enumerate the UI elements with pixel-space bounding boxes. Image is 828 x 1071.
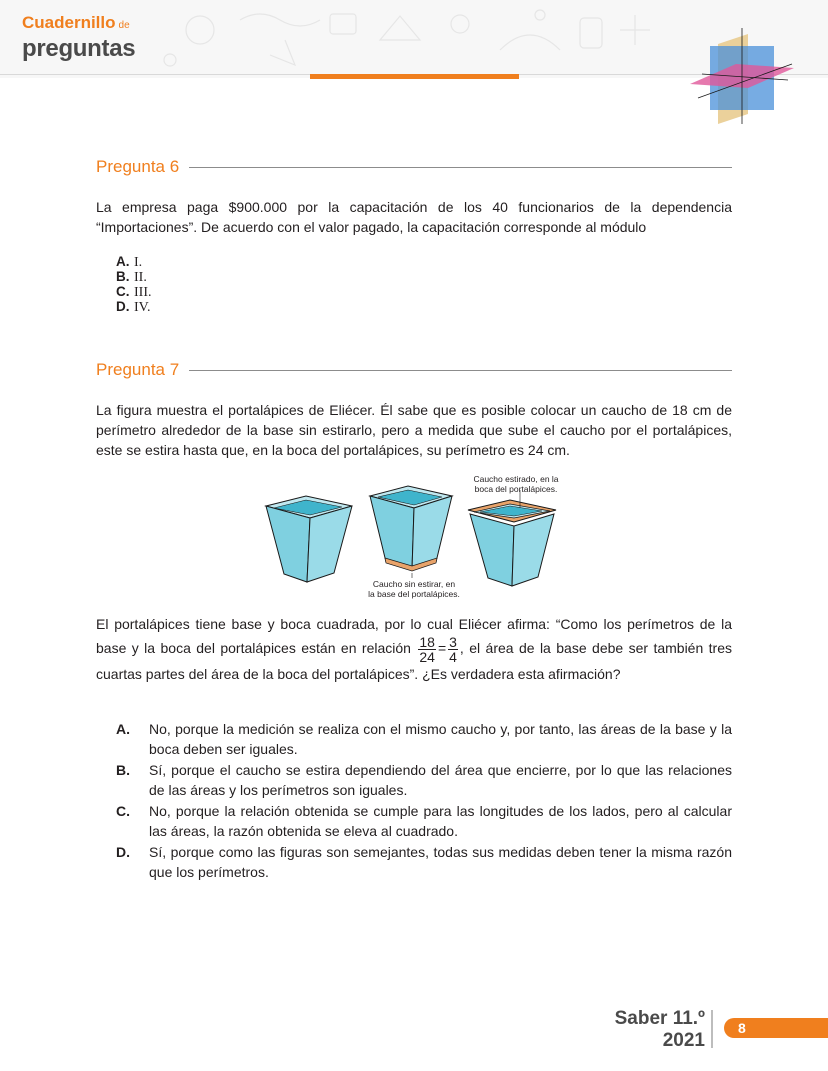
- fraction-numerator: 18: [419, 634, 435, 650]
- question-6-heading: [96, 156, 732, 178]
- option-text: Sí, porque como las figuras son semejantes, todas sus medidas deben tener la misma razón que los perímetros.: [149, 844, 732, 880]
- brand-subtitle: preguntas: [22, 35, 136, 62]
- question-7-title: Pregunta 7: [96, 359, 189, 381]
- page-number-tab: [724, 1018, 828, 1038]
- brand-title: Cuadernillo: [22, 13, 116, 32]
- option-text: III.: [134, 285, 152, 300]
- brand-de: de: [118, 20, 130, 31]
- footer-exam-label: [615, 1008, 705, 1052]
- option-c[interactable]: [116, 284, 152, 299]
- pencil-holder-3: [468, 500, 556, 586]
- caption-line: Caucho estirado, en la: [473, 474, 559, 484]
- option-d[interactable]: [116, 842, 732, 882]
- fraction-3-4: [448, 635, 458, 664]
- option-text: II.: [134, 270, 147, 285]
- option-d[interactable]: [116, 299, 152, 314]
- pencil-holder-2: [370, 486, 452, 571]
- option-text: I.: [134, 255, 143, 270]
- fraction-18-24: [418, 635, 436, 664]
- equals-sign: =: [437, 640, 447, 657]
- option-text: IV.: [134, 300, 151, 315]
- question-6-text: La empresa paga $900.000 por la capacitación de los 40 funcionarios de la dependencia “Importaciones”. De acuerdo con el valor pagado, la capacitación corresponde al módulo: [96, 199, 732, 235]
- brand-logo: [22, 14, 135, 62]
- option-a[interactable]: [116, 254, 152, 269]
- pencil-holder-1: [266, 496, 352, 582]
- option-c[interactable]: [116, 801, 732, 841]
- fraction-denominator: 24: [419, 649, 435, 665]
- option-letter: B.: [116, 762, 130, 778]
- heading-rule: [96, 370, 732, 371]
- question-7-options: [116, 719, 732, 883]
- question-6-title: Pregunta 6: [96, 156, 189, 178]
- option-letter: C.: [116, 803, 130, 819]
- option-a[interactable]: [116, 719, 732, 759]
- caption-stretched: [466, 474, 566, 494]
- question-6-options: [116, 254, 152, 314]
- fraction-numerator: 3: [449, 634, 457, 650]
- option-text: No, porque la medición se realiza con el mismo caucho y, por tanto, las áreas de la base y la boca deben ser iguales.: [149, 721, 732, 757]
- option-letter: A.: [116, 721, 130, 737]
- footer-separator: [711, 1010, 713, 1048]
- option-letter: B.: [116, 269, 130, 284]
- option-b[interactable]: [116, 760, 732, 800]
- footer-year: 2021: [662, 1030, 705, 1051]
- caption-line: boca del portalápices.: [474, 484, 558, 494]
- footer-saber: Saber 11.º: [614, 1008, 705, 1029]
- caption-line: la base del portalápices.: [368, 589, 460, 599]
- option-letter: D.: [116, 299, 130, 314]
- question-7-heading: [96, 359, 732, 381]
- page-number: 8: [738, 1020, 746, 1036]
- header-accent-bar: [310, 74, 519, 79]
- fraction-denominator: 4: [449, 649, 457, 665]
- caption-unstretched: [362, 579, 466, 599]
- option-letter: C.: [116, 284, 130, 299]
- axes-planes-icon: [688, 24, 796, 128]
- stem-text-a: El portalápices tiene base y boca cuadrada, por lo cual Eliécer afirma: “Como los perímetros de la base y la boca del portalápices están en relación: [96, 616, 732, 657]
- option-text: No, porque la relación obtenida se cumple para las longitudes de los lados, pero al calcular las áreas, la razón obtenida se eleva al cuadrado.: [149, 803, 732, 839]
- option-text: Sí, porque el caucho se estira dependiendo del área que encierre, por lo que las relaciones de las áreas y los perímetros son iguales.: [149, 762, 732, 798]
- option-letter: A.: [116, 254, 130, 269]
- heading-rule: [96, 167, 732, 168]
- caption-line: Caucho sin estirar, en: [372, 579, 456, 589]
- option-b[interactable]: [116, 269, 152, 284]
- option-letter: D.: [116, 844, 130, 860]
- question-7-stem: [96, 614, 732, 685]
- question-7-intro: La figura muestra el portalápices de Eliécer. Él sabe que es posible colocar un caucho de 18 cm de perímetro alrededor de la base sin estirarlo, pero a medida que sube el caucho por el portalápices, este se estira hasta que, en la boca del portalápices, su perímetro es 24 cm.: [96, 402, 732, 458]
- stem-text-b: , el área de la base debe ser también tres cuartas partes del área de la boca del portalápices”. ¿Es verdadera esta afirmación?: [96, 640, 733, 682]
